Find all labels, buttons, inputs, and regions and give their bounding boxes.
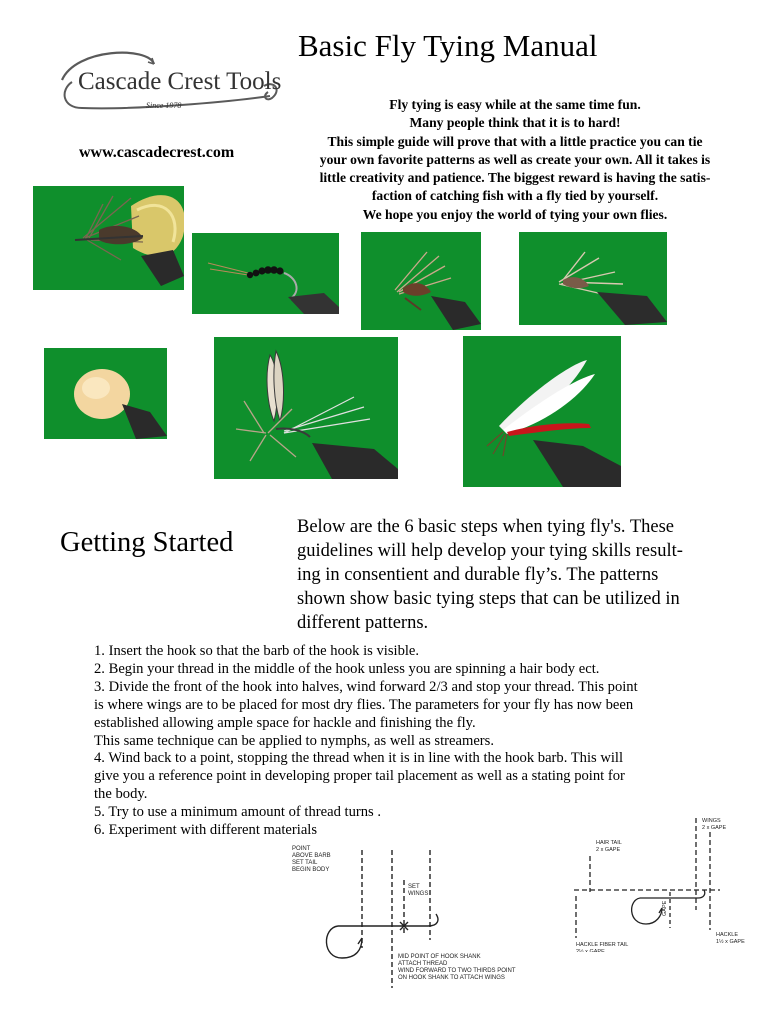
step-line: This same technique can be applied to nymphs, as well as streamers. (94, 732, 494, 749)
step-line: 6. Experiment with different materials (94, 822, 318, 839)
step-line: 5. Try to use a minimum amount of thread turns . (94, 804, 381, 821)
step-line: 4. Wind back to a point, stopping the thread when it is in line with the hook barb. This will (94, 750, 624, 767)
diagram-label: ABOVE BARB (292, 853, 331, 859)
wet-fly-photo (361, 232, 481, 330)
body-line: guidelines will help develop your tying skills result- (297, 541, 683, 561)
diagram-label: SET TAIL (292, 860, 318, 866)
diagram-label: HACKLE (716, 932, 739, 938)
diagram-label: HAIR TAIL (596, 840, 622, 846)
brand-name: Cascade Crest Tools (78, 68, 282, 95)
getting-started-heading: Getting Started (60, 527, 234, 558)
hook-proportion-diagram-left (290, 840, 530, 990)
diagram-label: HACKLE FIBER TAIL (576, 942, 629, 948)
diagram-label: SET (408, 884, 420, 890)
diagram-label: WINGS (702, 818, 721, 824)
intro-line: little creativity and patience. The biggest reward is having the satis- (319, 170, 711, 186)
diagram-label: ON HOOK SHANK TO ATTACH WINGS (398, 975, 505, 981)
bucktail-streamer-fly-photo (33, 186, 184, 290)
diagram-label: GAPE (662, 900, 668, 916)
body-line: different patterns. (297, 613, 429, 633)
intro-line: This simple guide will prove that with a little practice you can tie (327, 133, 703, 149)
dry-fly-photo (214, 337, 398, 479)
diagram-label: 2 x GAPE (596, 847, 621, 853)
intro-line: faction of catching fish with a fly tied by yourself. (371, 188, 659, 204)
intro-paragraph (285, 96, 745, 224)
diagram-label: 2 x GAPE (702, 825, 727, 831)
intro-line: Fly tying is easy while at the same time fun. (389, 97, 641, 112)
step-line: give you a reference point in developing proper tail placement as well as a stating point for (94, 768, 625, 785)
website-url[interactable]: www.cascadecrest.com (79, 144, 235, 161)
diagram-label: BEGIN BODY (292, 867, 330, 873)
body-line: shown show basic tying steps that can be utilized in (297, 589, 680, 609)
steps-list (94, 643, 674, 840)
cascade-crest-logo (58, 46, 283, 116)
diagram-label: MID POINT OF HOOK SHANK (398, 954, 481, 960)
red-tail-streamer-fly-photo (463, 336, 621, 487)
step-line: 3. Divide the front of the hook into halves, wind forward 2/3 and stop your thread. This point (94, 678, 638, 695)
step-line: the body. (94, 786, 148, 803)
intro-line: We hope you enjoy the world of tying your own flies. (362, 206, 668, 222)
diagram-label: WINGS (408, 891, 429, 897)
diagram-label: ATTACH THREAD (398, 961, 448, 967)
brand-tagline: Since 1978 (146, 101, 182, 110)
beaded-nymph-fly-photo (192, 233, 339, 314)
page-title: Basic Fly Tying Manual (298, 28, 598, 63)
diagram-label: 2½ x GAPE (576, 949, 605, 952)
intro-line: Many people think that it is to hard! (409, 115, 621, 131)
body-line: ing in consentient and durable fly’s. The patterns (297, 565, 659, 585)
step-line: 2. Begin your thread in the middle of the hook unless you are spinning a hair body ect. (94, 660, 600, 677)
intro-line: your own favorite patterns as well as create your own. All it takes is (319, 151, 711, 167)
step-line: 1. Insert the hook so that the barb of the hook is visible. (94, 643, 420, 659)
diagram-label: POINT (292, 846, 311, 852)
diagram-label: WIND FORWARD TO TWO THIRDS POINT (398, 968, 516, 974)
yarn-egg-fly-photo (44, 348, 167, 439)
body-line: Below are the 6 basic steps when tying fly's. These (297, 517, 675, 537)
soft-hackle-fly-photo (519, 232, 667, 325)
getting-started-body (297, 515, 747, 635)
hook-proportion-diagram-right (570, 812, 745, 952)
step-line: is where wings are to be placed for most dry flies. The parameters for your fly has now been (94, 696, 634, 713)
diagram-label: 1½ x GAPE (716, 939, 745, 945)
step-line: established allowing ample space for hackle and finishing the fly. (94, 714, 476, 731)
